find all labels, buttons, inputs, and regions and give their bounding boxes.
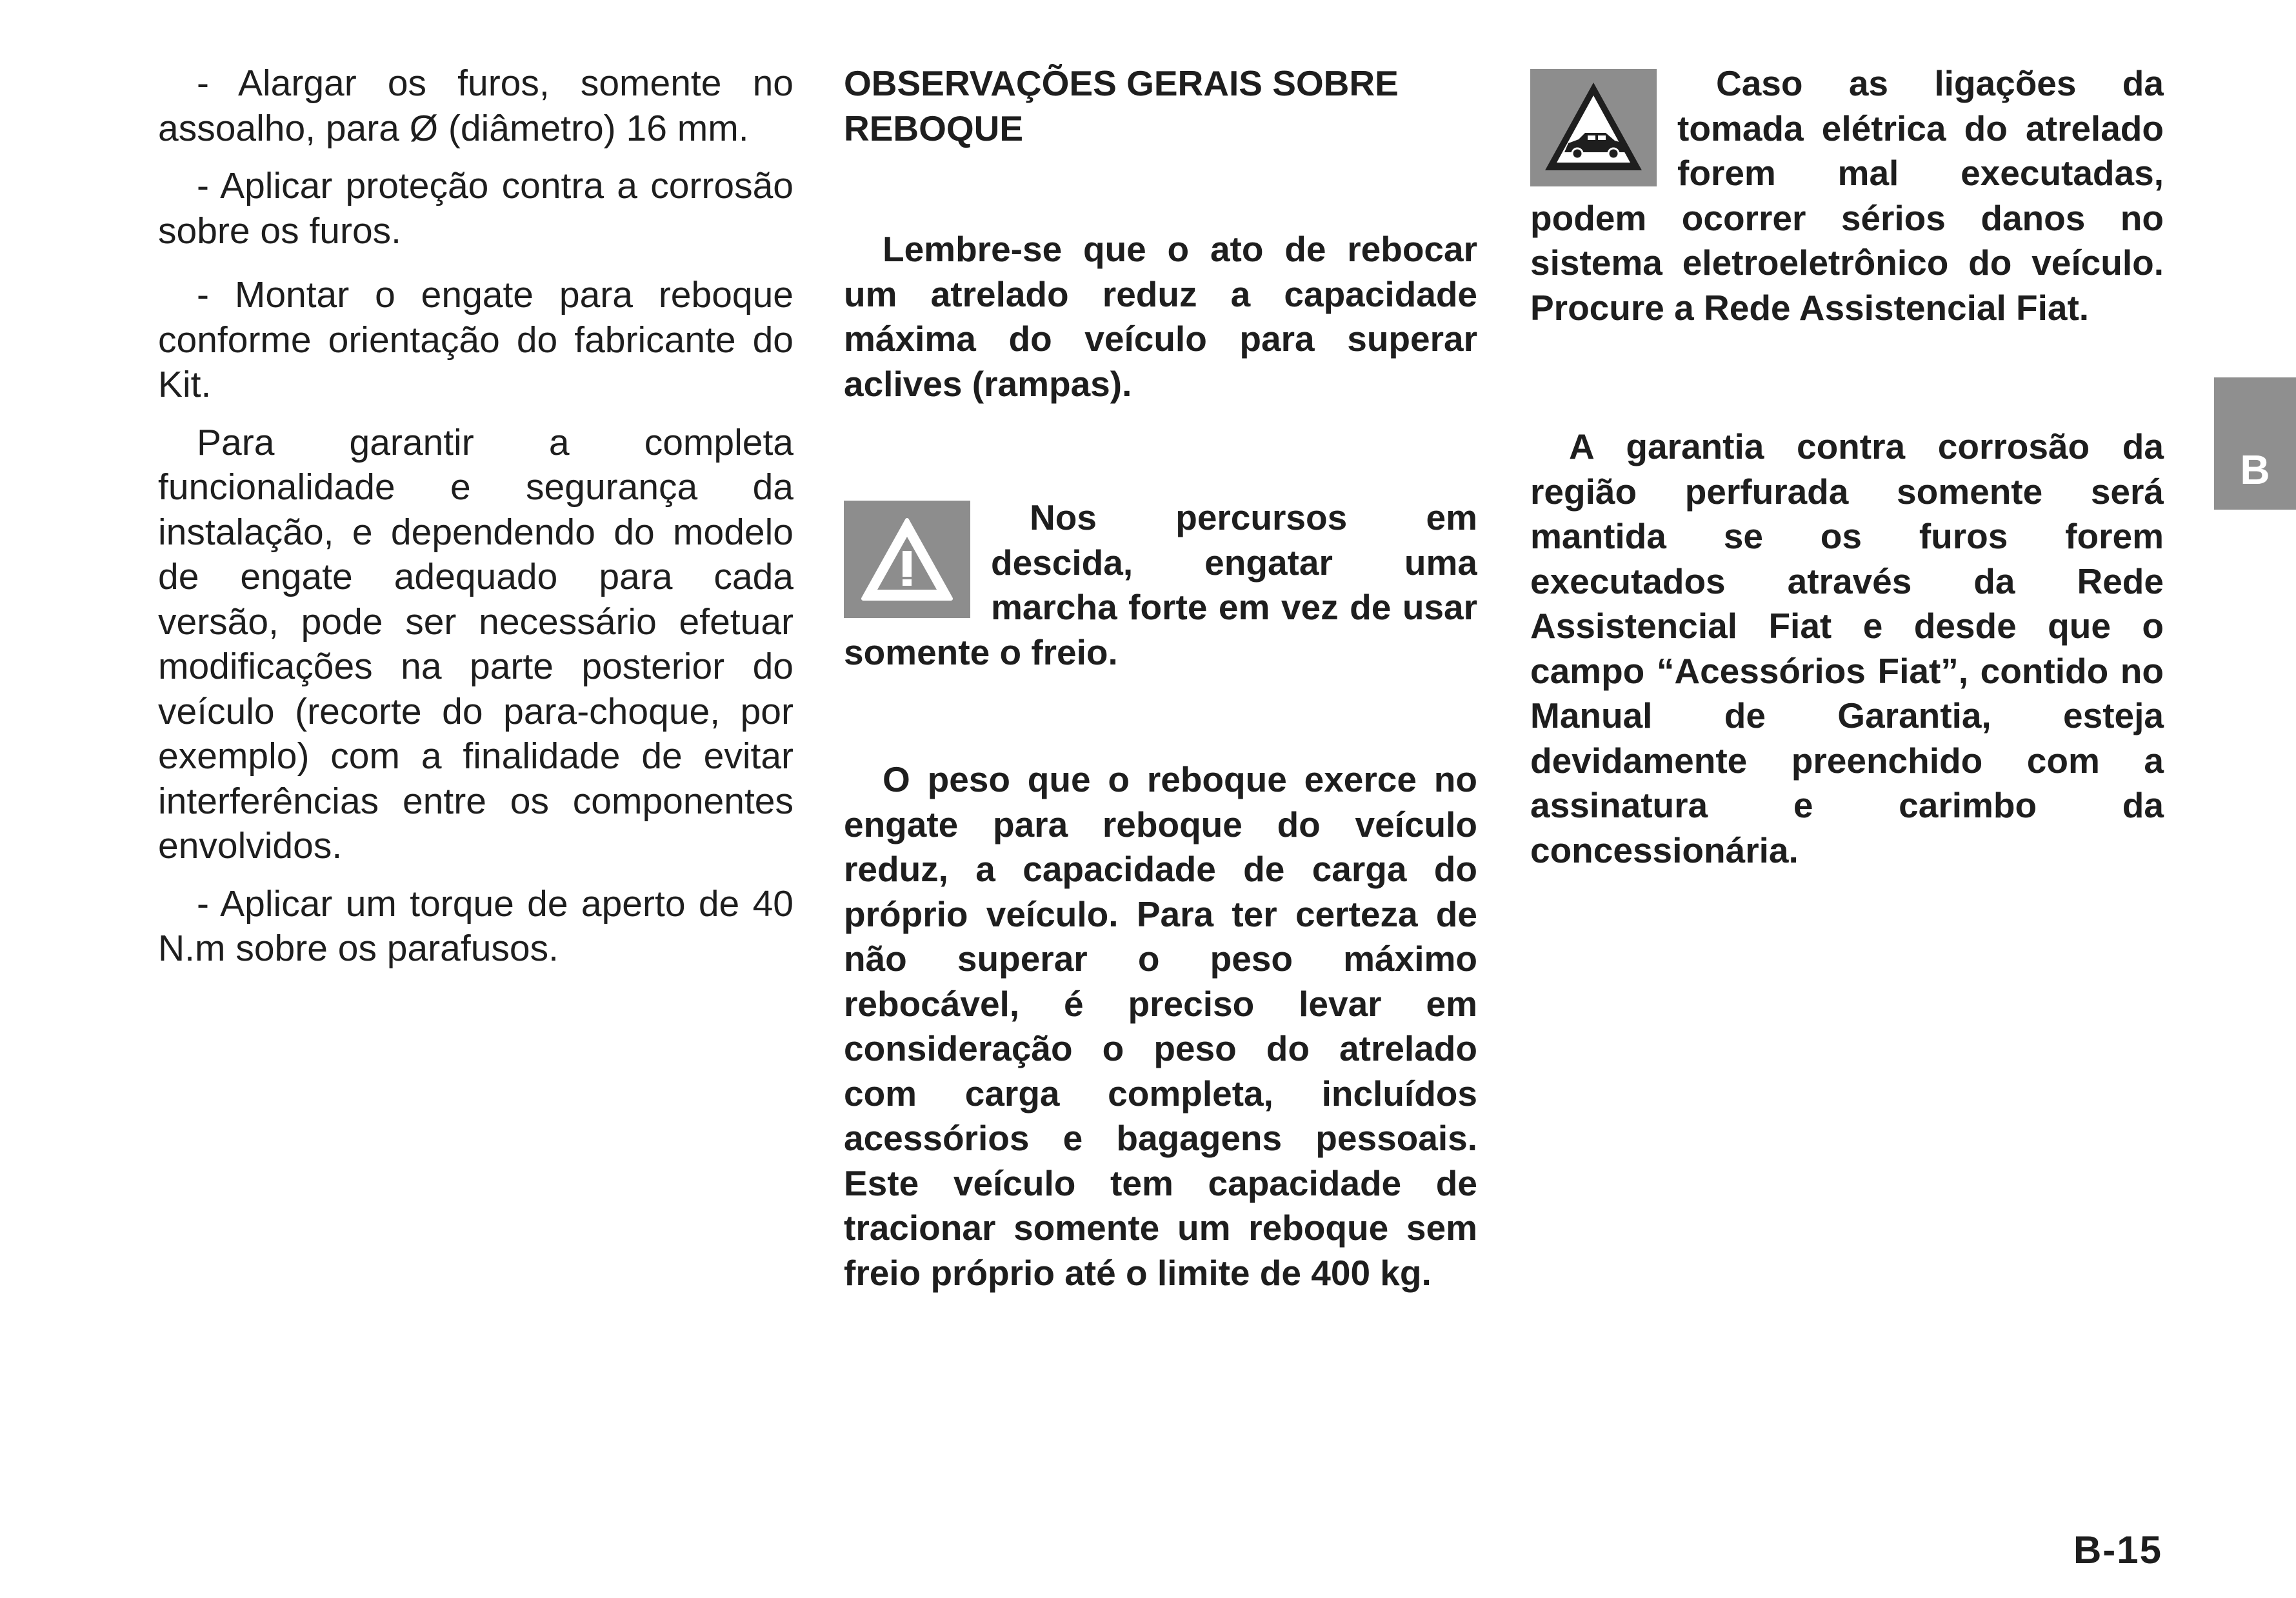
- paragraph-corrosion-protection: - Aplicar proteção contra a corrosão sobre os furos.: [158, 165, 794, 252]
- paragraph-corrosion-warranty: A garantia contra corrosão da região perfurada somente será mantida se os furos forem executados através da Rede Assistencial Fiat e desde que o campo “Acessórios Fiat”, contido no Manual de Garantia, esteja devidamente preenchido com a assinatura e carimbo da concessionária.: [1530, 426, 2164, 870]
- warning-text-descent: Nos percursos em descida, engatar uma marcha forte em vez de usar somente o freio.: [844, 497, 1477, 672]
- warning-block-electrical: [1530, 61, 2164, 330]
- car-warning-icon: [1530, 69, 1657, 186]
- page-number: B-15: [2073, 1528, 2162, 1572]
- exclamation-warning-icon: [844, 501, 970, 618]
- paragraph-widen-holes: - Alargar os furos, somente no assoalho, para Ø (diâmetro) 16 mm.: [158, 63, 794, 149]
- paragraph-trailer-weight: O peso que o reboque exerce no engate para reboque do veículo reduz, a capacidade de carga do próprio veículo. Para ter certeza de não superar o peso máximo rebocável, é preciso levar em consideração o peso do atrelado com carga completa, incluídos acessórios e bagagens pessoais. Este veículo tem capacidade de tracionar somente um reboque sem freio próprio até o limite de 400 kg.: [844, 759, 1477, 1293]
- column-1: [158, 61, 794, 972]
- paragraph-towing-slopes: Lembre-se que o ato de rebocar um atrelado reduz a capacidade máxima do veículo para superar aclives (rampas).: [844, 229, 1477, 404]
- column-3: [1530, 61, 2164, 873]
- section-heading: OBSERVAÇÕES GERAIS SOBRE REBOQUE: [844, 63, 1399, 148]
- section-tab-b: [2214, 377, 2296, 510]
- warning-block-descent: [844, 495, 1477, 675]
- paragraph-torque: - Aplicar um torque de aperto de 40 N.m sobre os parafusos.: [158, 883, 794, 969]
- column-2: [844, 61, 1477, 1295]
- section-tab-label: B: [2240, 446, 2270, 493]
- warning-text-electrical: Caso as ligações da tomada elétrica do atrelado forem mal executadas, podem ocorrer sérios danos no sistema eletroeletrônico do veículo. Procure a Rede Assistencial Fiat.: [1530, 63, 2164, 328]
- paragraph-mount-hitch: - Montar o engate para reboque conforme orientação do fabricante do Kit.: [158, 274, 794, 405]
- paragraph-functionality: Para garantir a completa funcionalidade e segurança da instalação, e dependendo do modelo de engate adequado para cada versão, pode ser necessário efetuar modificações na parte posterior do veículo (recorte do para-choque, por exemplo) com a finalidade de evitar interferências entre os componentes envolvidos.: [158, 421, 794, 866]
